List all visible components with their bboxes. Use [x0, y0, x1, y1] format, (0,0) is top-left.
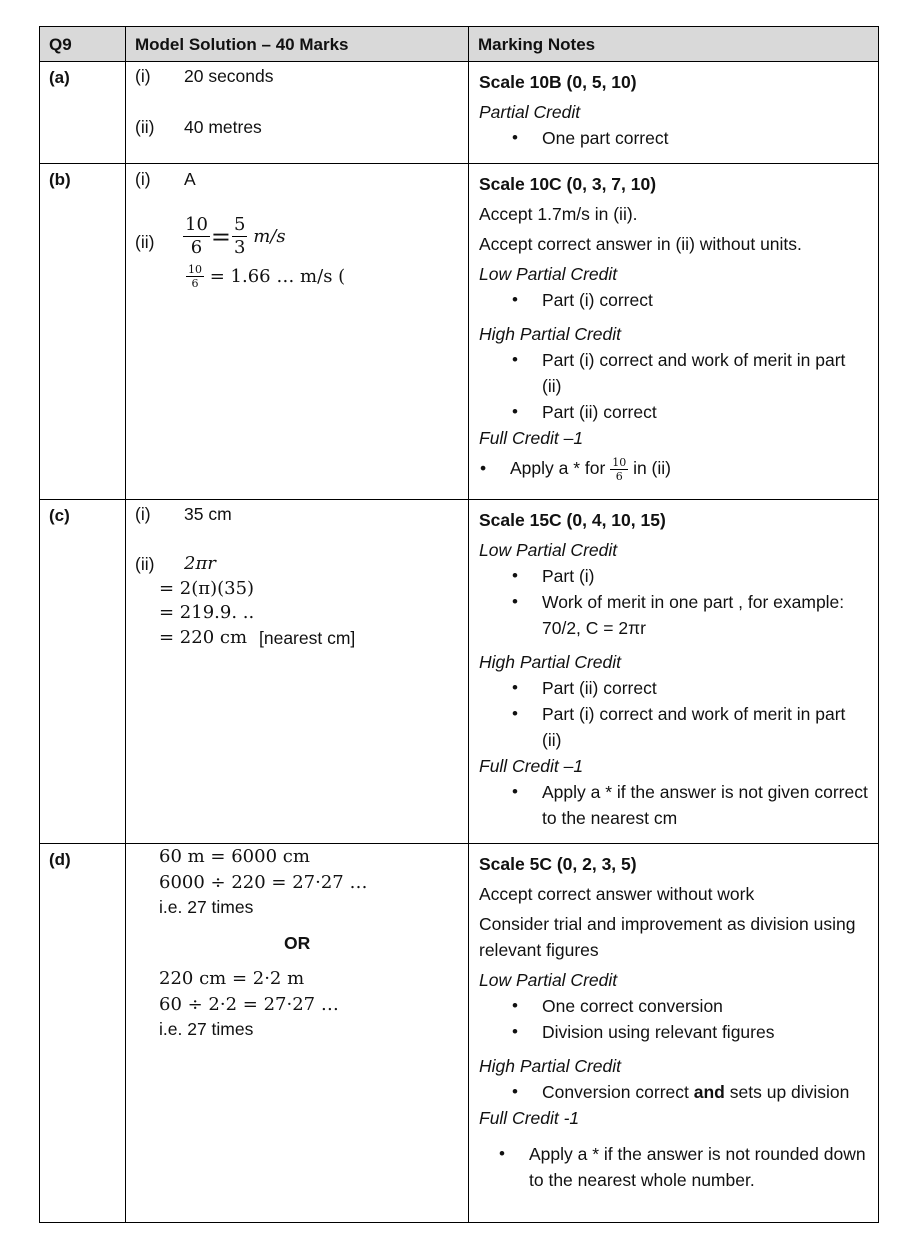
a-i-label: (i)	[135, 66, 151, 86]
c-i-answer: 35 cm	[184, 504, 232, 524]
c-low-item-2: • Work of merit in one part , for example: 70/2, C = 2πr	[542, 589, 868, 641]
d-line4: 220 cm = 2·2 m	[159, 968, 305, 989]
c-high-heading: High Partial Credit	[479, 652, 621, 672]
header-question: Q9	[40, 27, 126, 62]
b-low-item: • Part (i) correct	[542, 287, 868, 313]
part-c-label: (c)	[49, 506, 70, 525]
part-a-notes	[469, 62, 879, 164]
b-frac-five-thirds: $\frac{5}{3}$	[234, 214, 246, 258]
b-full-item: • Apply a * for $\frac{10}{6}$ in (ii)	[479, 455, 868, 482]
b-high-item-1: • Part (i) correct and work of merit in part (ii)	[542, 347, 868, 399]
b-frac-ten-sixths: $\frac{10}{6}$	[185, 214, 208, 258]
b-accept-2: Accept correct answer in (ii) without units.	[479, 234, 802, 254]
b-ii-equation: $\frac{10}{6}$ = $\frac{5}{3}$ m/s	[185, 214, 286, 258]
a-i-answer: 20 seconds	[184, 66, 274, 86]
c-full-heading: Full Credit –1	[479, 756, 584, 776]
d-or: OR	[284, 933, 311, 953]
part-d-label: (d)	[49, 850, 71, 869]
d-low-item-1: • One correct conversion	[542, 993, 868, 1019]
c-full-item: • Apply a * if the answer is not given correct to the nearest cm	[542, 779, 868, 831]
b-i-answer: A	[184, 169, 196, 189]
part-b-solution	[126, 164, 469, 500]
d-accept: Accept correct answer without work	[479, 884, 755, 904]
c-ii-line3: = 219.9. ..	[159, 602, 255, 623]
b-i-label: (i)	[135, 169, 151, 189]
d-full-item: • Apply a * if the answer is not rounded down to the nearest whole number.	[529, 1141, 868, 1193]
c-i-label: (i)	[135, 504, 151, 524]
c-low-item-1: • Part (i)	[542, 563, 868, 589]
b-high-heading: High Partial Credit	[479, 324, 621, 344]
a-ii-answer: 40 metres	[184, 117, 262, 137]
b-low-heading: Low Partial Credit	[479, 264, 618, 284]
c-ii-line1: 2πr	[184, 553, 216, 574]
row-c	[40, 500, 879, 844]
part-b-notes	[469, 164, 879, 500]
marking-scheme-table	[39, 26, 879, 1223]
a-partial-item: • One part correct	[542, 125, 868, 151]
b-accept-1: Accept 1.7m/s in (ii).	[479, 204, 638, 224]
d-low-item-2: • Division using relevant figures	[542, 1019, 868, 1045]
a-scale: Scale 10B (0, 5, 10)	[479, 72, 637, 92]
c-high-item-2: • Part (i) correct and work of merit in part (ii)	[542, 701, 868, 753]
d-high-heading: High Partial Credit	[479, 1056, 621, 1076]
d-consider: Consider trial and improvement as division using relevant figures	[479, 914, 856, 960]
b-ii-label: (ii)	[135, 232, 155, 252]
d-line3: i.e. 27 times	[159, 897, 254, 917]
b-full-heading: Full Credit –1	[479, 428, 584, 448]
d-line5: 60 ÷ 2·2 = 27·27 …	[159, 994, 339, 1015]
part-a-solution	[126, 62, 469, 164]
row-a	[40, 62, 879, 164]
a-ii-label: (ii)	[135, 117, 155, 137]
part-d-notes	[469, 844, 879, 1223]
part-c-solution	[126, 500, 469, 844]
d-full-heading: Full Credit -1	[479, 1108, 580, 1128]
c-ii-label: (ii)	[135, 554, 155, 574]
header-marking-notes: Marking Notes	[469, 27, 879, 62]
c-scale: Scale 15C (0, 4, 10, 15)	[479, 510, 666, 530]
d-low-heading: Low Partial Credit	[479, 970, 618, 990]
b-scale: Scale 10C (0, 3, 7, 10)	[479, 174, 657, 194]
b-small-frac: $\frac{10}{6}$	[188, 263, 202, 290]
c-ii-line2: = 2(π)(35)	[159, 578, 255, 599]
c-high-item-1: • Part (ii) correct	[542, 675, 868, 701]
d-line2: 6000 ÷ 220 = 27·27 …	[159, 872, 368, 893]
part-b-label: (b)	[49, 170, 71, 189]
d-scale: Scale 5C (0, 2, 3, 5)	[479, 854, 637, 874]
d-high-item: • Conversion correct and sets up division	[542, 1079, 868, 1105]
row-d	[40, 844, 879, 1223]
d-line1: 60 m = 6000 cm	[159, 846, 310, 867]
a-partial-heading: Partial Credit	[479, 102, 581, 122]
b-ii-line2: $\frac{10}{6}$ = 1.66 … m/s (	[188, 263, 346, 290]
part-d-solution	[126, 844, 469, 1223]
b-unit: m/s	[253, 226, 286, 247]
header-row	[40, 27, 879, 62]
c-ii-note: [nearest cm]	[259, 628, 356, 648]
header-model-solution: Model Solution – 40 Marks	[126, 27, 469, 62]
d-line6: i.e. 27 times	[159, 1019, 254, 1039]
row-b	[40, 164, 879, 500]
part-a-label: (a)	[49, 68, 70, 87]
part-c-notes	[469, 500, 879, 844]
c-ii-line4: = 220 cm	[159, 627, 248, 648]
c-low-heading: Low Partial Credit	[479, 540, 618, 560]
b-high-item-2: • Part (ii) correct	[542, 399, 868, 425]
